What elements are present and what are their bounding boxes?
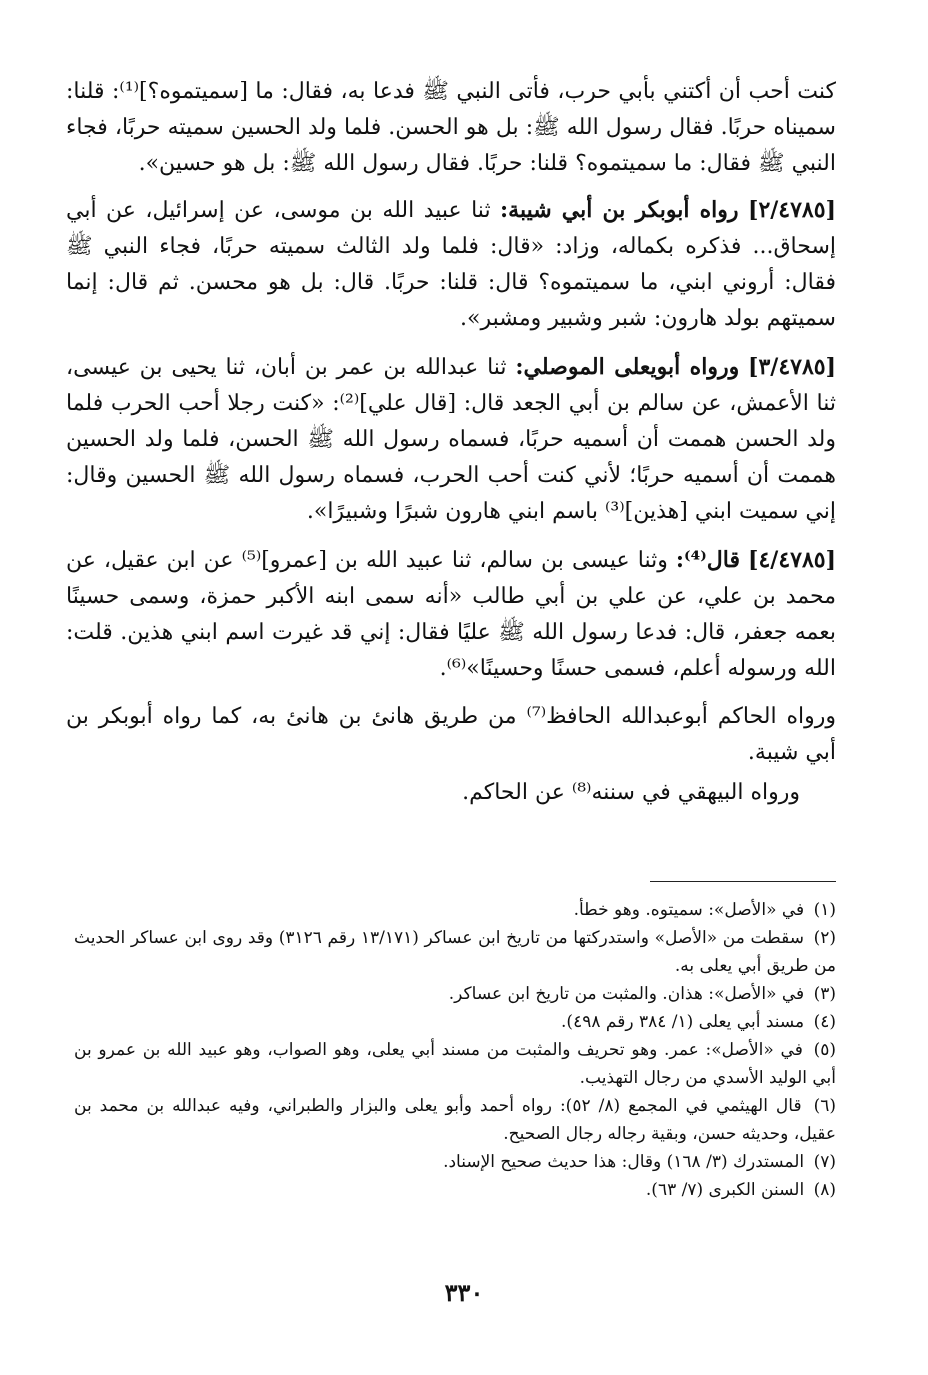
footnote-text: مسند أبي يعلى (١/ ٣٨٤ رقم ٤٩٨). <box>561 1012 805 1032</box>
footnote-label: (٣) <box>813 984 836 1004</box>
footnote <box>74 980 836 1008</box>
hadith-number: [٤/٤٧٨٥] <box>748 547 837 573</box>
footnote-label: (٨) <box>813 1180 836 1200</box>
main-text <box>66 74 836 815</box>
footnotes <box>74 896 836 1204</box>
footnote <box>74 1092 836 1148</box>
footnote-label: (٥) <box>813 1040 836 1060</box>
footnote <box>74 896 836 924</box>
footnote-text: قال الهيثمي في المجمع (٨/ ٥٢): رواه أحمد وأبو يعلى والبزار والطبراني، وفيه عبدالله بن محمد بن عقيل، وحديثه حسن، وبقية رجاله رجال الصحيح. <box>74 1096 836 1144</box>
footnote <box>74 1008 836 1036</box>
hadith-source: قال⁽⁴⁾: <box>675 547 740 573</box>
footnote-label: (٤) <box>813 1012 836 1032</box>
paragraph-text: كنت أحب أن أكتني بأبي حرب، فأتى النبي ﷺ فدعا به، فقال: ما [سميتموه؟]⁽¹⁾: قلنا: سميناه حربًا. فقال رسول الله ﷺ: بل هو الحسن. فلما ولد الحسين سميته حربًا، فجاء النبي ﷺ فقال: ما سميتموه؟ قلنا: حربًا. فقال رسول الله ﷺ: بل هو حسين». <box>66 79 836 176</box>
footnote-label: (٧) <box>813 1152 836 1172</box>
footnote-divider <box>650 881 836 882</box>
footnote-text: السنن الكبرى (٧/ ٦٣). <box>645 1180 805 1200</box>
footnote-label: (٢) <box>813 928 837 948</box>
narration-line <box>66 775 836 811</box>
narration-line <box>66 699 836 771</box>
footnote-text: سقطت من «الأصل» واستدركتها من تاريخ ابن عساكر (١٣/١٧١ رقم ٣١٢٦) وقد روى ابن عساكر الحديث من طريق أبي يعلى به. <box>74 928 836 976</box>
hadith-number: [٢/٤٧٨٥] <box>748 197 836 223</box>
hadith-source: رواه أبوبكر بن أبي شيبة: <box>500 197 739 223</box>
footnote <box>74 1176 836 1204</box>
hadith-text: ثنا عبيد الله بن موسى، عن إسرائيل، عن أبي إسحاق... فذكره بكماله، وزاد: «قال: فلما ولد الثالث سميته حربًا، فجاء النبي ﷺ فقال: أروني ابني، ما سميتموه؟ قال: قلنا: حربًا. قال: بل هو محسن. ثم قال: إنما سميتهم بولد هارون: شبر وشبير ومشبر». <box>66 198 836 331</box>
footnote-label: (١) <box>813 900 836 920</box>
narration-text: ورواه الحاكم أبوعبدالله الحافظ⁽⁷⁾ من طريق هانئ بن هانئ به، كما رواه أبوبكر بن أبي شيبة. <box>66 704 836 765</box>
footnote-label: (٦) <box>813 1096 837 1116</box>
paragraph-continuation <box>66 74 836 182</box>
footnote-text: في «الأصل»: هذان. والمثبت من تاريخ ابن عساكر. <box>448 984 805 1004</box>
hadith-paragraph <box>66 542 836 687</box>
footnote <box>74 1036 836 1092</box>
hadith-paragraph <box>66 192 836 337</box>
hadith-text: وثنا عيسى بن سالم، ثنا عبيد الله بن [عمرو]⁽⁵⁾ عن ابن عقيل، عن محمد بن علي، عن علي بن أبي طالب «أنه سمى ابنه الأكبر حمزة، وسمى حسينًا بعمه جعفر، قال: فدعا رسول الله ﷺ عليًا فقال: إني قد غيرت اسم ابني هذين. قلت: الله ورسوله أعلم، فسمى حسنًا وحسينًا»⁽⁶⁾. <box>66 548 837 681</box>
hadith-text: ثنا عبدالله بن عمر بن أبان، ثنا يحيى بن عيسى، ثنا الأعمش، عن سالم بن أبي الجعد قال: [قال علي]⁽²⁾: «كنت رجلا أحب الحرب فلما ولد الحسن هممت أن أسميه حربًا، فسماه رسول الله ﷺ الحسن، فلما ولد الحسين هممت أن أسميه حربًا؛ لأني كنت أحب الحرب، فسماه رسول الله ﷺ الحسين وقال: إني سميت ابني [هذين]⁽³⁾ باسم ابني هارون شبرًا وشبيرًا». <box>66 355 836 524</box>
page-number: ٣٣٠ <box>444 1278 484 1307</box>
footnote-text: في «الأصل»: سميتوه. وهو خطأ. <box>573 900 805 920</box>
footnote-text: في «الأصل»: عمر. وهو تحريف والمثبت من مسند أبي يعلى، وهو الصواب، وهو عبيد الله بن عمرو بن أبي الوليد الأسدي من رجال التهذيب. <box>74 1040 836 1088</box>
hadith-number: [٣/٤٧٨٥] <box>748 354 837 380</box>
hadith-source: ورواه أبويعلى الموصلي: <box>515 354 740 380</box>
footnote <box>74 1148 836 1176</box>
narration-text: ورواه البيهقي في سننه⁽⁸⁾ عن الحاكم. <box>462 780 800 805</box>
footnote-text: المستدرك (٣/ ١٦٨) وقال: هذا حديث صحيح الإسناد. <box>443 1152 805 1172</box>
hadith-paragraph <box>66 349 836 530</box>
footnote <box>74 924 836 980</box>
